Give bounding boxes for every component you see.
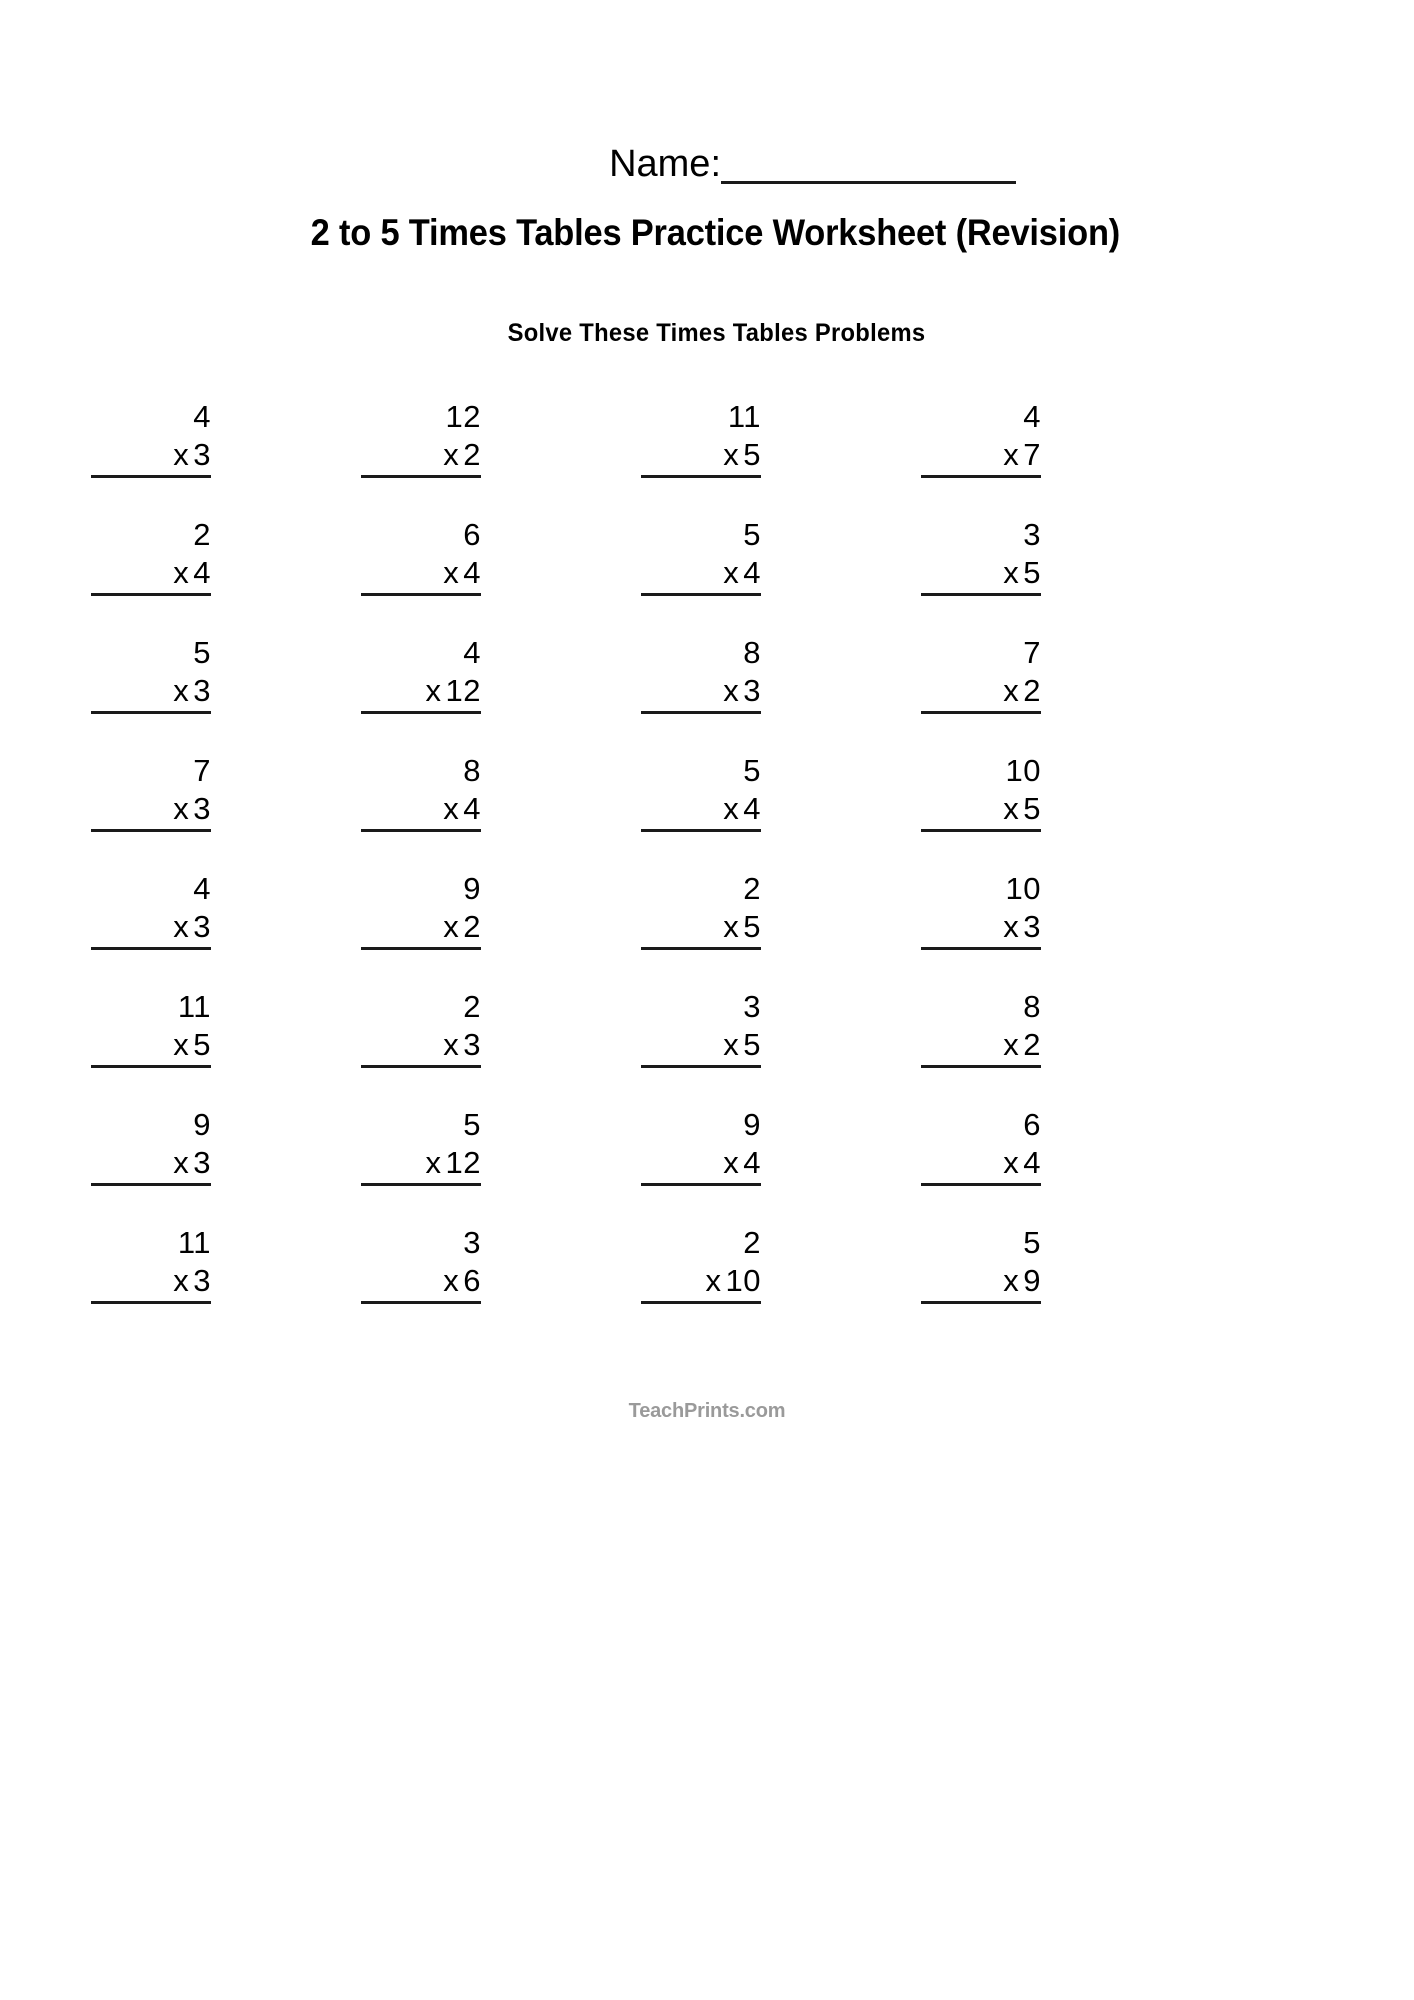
operand-bottom-value: 3 [193,1145,211,1180]
operand-bottom [921,1143,1041,1181]
problem-stack [921,1106,1041,1186]
operand-bottom [361,553,481,591]
problem-cell[interactable] [575,988,855,1106]
problem-row [0,1106,1414,1224]
operand-bottom [641,1261,761,1299]
operand-bottom [921,671,1041,709]
problem-cell[interactable] [855,1106,1135,1224]
problem-cell[interactable] [25,870,305,988]
operand-bottom-value: 4 [1023,1145,1041,1180]
problem-row [0,752,1414,870]
problem-stack [361,870,481,950]
problem-stack [361,752,481,832]
multiply-operator-icon: x [443,1263,460,1298]
problem-cell[interactable] [855,398,1135,516]
operand-top: 11 [727,399,761,434]
operand-bottom-value: 6 [463,1263,481,1298]
problem-stack [91,1106,211,1186]
problem-stack [641,988,761,1068]
multiply-operator-icon: x [173,555,190,590]
problem-cell[interactable] [575,1224,855,1342]
operand-top: 7 [193,753,211,788]
operand-bottom-value: 4 [743,791,761,826]
operand-bottom [921,553,1041,591]
problem-cell[interactable] [575,1106,855,1224]
operand-bottom [921,435,1041,473]
problem-stack [921,634,1041,714]
operand-top: 9 [193,1107,211,1142]
problem-cell[interactable] [25,988,305,1106]
problem-cell[interactable] [295,1224,575,1342]
operand-bottom-value: 4 [463,791,481,826]
operand-bottom-value: 3 [743,673,761,708]
problem-cell[interactable] [295,752,575,870]
multiply-operator-icon: x [443,555,460,590]
problem-stack [91,988,211,1068]
multiply-operator-icon: x [443,1027,460,1062]
problem-cell[interactable] [855,516,1135,634]
operand-top: 2 [743,871,761,906]
multiply-operator-icon: x [443,909,460,944]
name-input-blank[interactable] [721,145,1016,184]
operand-bottom-value: 5 [743,1027,761,1062]
operand-bottom [641,907,761,945]
problem-cell[interactable] [25,1106,305,1224]
problem-cell[interactable] [295,870,575,988]
operand-top: 3 [1023,517,1041,552]
multiply-operator-icon: x [723,1145,740,1180]
problem-stack [91,1224,211,1304]
operand-bottom-value: 12 [445,673,481,708]
operand-bottom [91,1025,211,1063]
multiply-operator-icon: x [443,791,460,826]
operand-bottom [921,907,1041,945]
multiply-operator-icon: x [1003,555,1020,590]
problem-cell[interactable] [575,870,855,988]
multiply-operator-icon: x [173,1027,190,1062]
operand-bottom-value: 7 [1023,437,1041,472]
operand-top: 5 [1023,1225,1041,1260]
operand-bottom [91,671,211,709]
operand-bottom-value: 2 [1023,1027,1041,1062]
problem-stack [641,634,761,714]
problem-stack [91,516,211,596]
operand-top: 4 [1023,399,1041,434]
problem-stack [361,398,481,478]
operand-bottom-value: 3 [193,1263,211,1298]
problem-cell[interactable] [855,988,1135,1106]
problem-stack [921,1224,1041,1304]
operand-bottom [641,553,761,591]
problem-stack [921,398,1041,478]
operand-bottom-value: 12 [445,1145,481,1180]
operand-top: 8 [463,753,481,788]
multiply-operator-icon: x [1003,909,1020,944]
multiply-operator-icon: x [1003,1263,1020,1298]
problem-cell[interactable] [575,516,855,634]
instructions-heading: Solve These Times Tables Problems [507,319,926,347]
multiply-operator-icon: x [705,1263,722,1298]
operand-top: 9 [463,871,481,906]
multiply-operator-icon: x [1003,437,1020,472]
problem-grid [0,398,1414,1342]
operand-bottom-value: 3 [1023,909,1041,944]
operand-top: 5 [193,635,211,670]
multiply-operator-icon: x [173,791,190,826]
multiply-operator-icon: x [173,1263,190,1298]
footer-brand: TeachPrints.com [628,1400,786,1422]
name-field-row [0,128,1414,184]
multiply-operator-icon: x [1003,791,1020,826]
operand-bottom-value: 3 [193,791,211,826]
problem-cell[interactable] [25,398,305,516]
multiply-operator-icon: x [723,1027,740,1062]
problem-cell[interactable] [575,398,855,516]
multiply-operator-icon: x [723,555,740,590]
operand-bottom-value: 5 [1023,555,1041,590]
problem-stack [361,516,481,596]
operand-top: 7 [1023,635,1041,670]
problem-stack [91,870,211,950]
name-label: Name: [609,143,721,185]
multiply-operator-icon: x [723,791,740,826]
problem-stack [91,634,211,714]
operand-top: 2 [193,517,211,552]
problem-cell[interactable] [295,634,575,752]
operand-top: 4 [463,635,481,670]
operand-bottom [91,1143,211,1181]
page-title: 2 to 5 Times Tables Practice Worksheet (Revision) [310,212,1121,253]
operand-top: 12 [445,399,481,434]
problem-cell[interactable] [855,752,1135,870]
problem-stack [921,870,1041,950]
multiply-operator-icon: x [173,909,190,944]
problem-row [0,1224,1414,1342]
operand-bottom-value: 4 [463,555,481,590]
operand-top: 4 [193,399,211,434]
multiply-operator-icon: x [1003,673,1020,708]
operand-bottom-value: 10 [725,1263,761,1298]
operand-bottom-value: 5 [743,909,761,944]
problem-row [0,988,1414,1106]
operand-top: 6 [463,517,481,552]
problem-cell[interactable] [295,516,575,634]
problem-cell[interactable] [25,752,305,870]
problem-stack [361,1224,481,1304]
operand-bottom-value: 3 [463,1027,481,1062]
operand-bottom [641,1025,761,1063]
operand-top: 2 [463,989,481,1024]
problem-stack [91,398,211,478]
operand-bottom-value: 5 [193,1027,211,1062]
problem-stack [91,752,211,832]
operand-bottom [91,553,211,591]
operand-top: 6 [1023,1107,1041,1142]
problem-stack [361,988,481,1068]
multiply-operator-icon: x [1003,1145,1020,1180]
operand-bottom [361,435,481,473]
operand-bottom-value: 9 [1023,1263,1041,1298]
operand-bottom [91,435,211,473]
problem-cell[interactable] [575,752,855,870]
operand-bottom [361,907,481,945]
problem-stack [641,752,761,832]
problem-row [0,870,1414,988]
operand-bottom-value: 3 [193,909,211,944]
multiply-operator-icon: x [425,1145,442,1180]
operand-top: 3 [743,989,761,1024]
operand-top: 10 [1005,753,1041,788]
problem-stack [361,1106,481,1186]
operand-bottom-value: 5 [743,437,761,472]
multiply-operator-icon: x [723,437,740,472]
operand-bottom [91,789,211,827]
problem-stack [641,516,761,596]
multiply-operator-icon: x [425,673,442,708]
problem-cell[interactable] [295,988,575,1106]
operand-bottom [361,671,481,709]
operand-bottom [641,671,761,709]
problem-row [0,398,1414,516]
operand-bottom-value: 4 [193,555,211,590]
problem-cell[interactable] [575,634,855,752]
operand-top: 11 [177,1225,211,1260]
operand-top: 5 [743,753,761,788]
problem-row [0,516,1414,634]
operand-bottom-value: 4 [743,555,761,590]
problem-cell[interactable] [855,634,1135,752]
operand-bottom-value: 2 [463,437,481,472]
problem-stack [921,752,1041,832]
operand-bottom-value: 5 [1023,791,1041,826]
operand-bottom-value: 4 [743,1145,761,1180]
operand-bottom [361,1025,481,1063]
problem-stack [361,634,481,714]
multiply-operator-icon: x [443,437,460,472]
problem-cell[interactable] [855,1224,1135,1342]
operand-top: 8 [743,635,761,670]
operand-top: 11 [177,989,211,1024]
problem-stack [641,398,761,478]
operand-bottom-value: 2 [1023,673,1041,708]
multiply-operator-icon: x [173,437,190,472]
problem-stack [641,1106,761,1186]
operand-bottom [921,1025,1041,1063]
operand-bottom [361,789,481,827]
operand-bottom-value: 3 [193,437,211,472]
operand-top: 5 [743,517,761,552]
problem-cell[interactable] [295,1106,575,1224]
operand-bottom [641,1143,761,1181]
operand-top: 2 [743,1225,761,1260]
operand-top: 8 [1023,989,1041,1024]
operand-bottom [91,1261,211,1299]
problem-cell[interactable] [25,634,305,752]
problem-cell[interactable] [25,516,305,634]
multiply-operator-icon: x [723,909,740,944]
problem-stack [921,988,1041,1068]
operand-bottom [641,435,761,473]
problem-stack [641,1224,761,1304]
multiply-operator-icon: x [723,673,740,708]
operand-bottom [361,1261,481,1299]
operand-top: 5 [463,1107,481,1142]
multiply-operator-icon: x [1003,1027,1020,1062]
problem-cell[interactable] [25,1224,305,1342]
operand-bottom [361,1143,481,1181]
operand-bottom-value: 3 [193,673,211,708]
problem-stack [921,516,1041,596]
problem-row [0,634,1414,752]
operand-top: 9 [743,1107,761,1142]
operand-bottom [921,1261,1041,1299]
operand-bottom [921,789,1041,827]
operand-bottom [91,907,211,945]
problem-stack [641,870,761,950]
multiply-operator-icon: x [173,1145,190,1180]
problem-cell[interactable] [295,398,575,516]
operand-bottom-value: 2 [463,909,481,944]
operand-top: 4 [193,871,211,906]
multiply-operator-icon: x [173,673,190,708]
operand-top: 3 [463,1225,481,1260]
operand-top: 10 [1005,871,1041,906]
operand-bottom [641,789,761,827]
problem-cell[interactable] [855,870,1135,988]
